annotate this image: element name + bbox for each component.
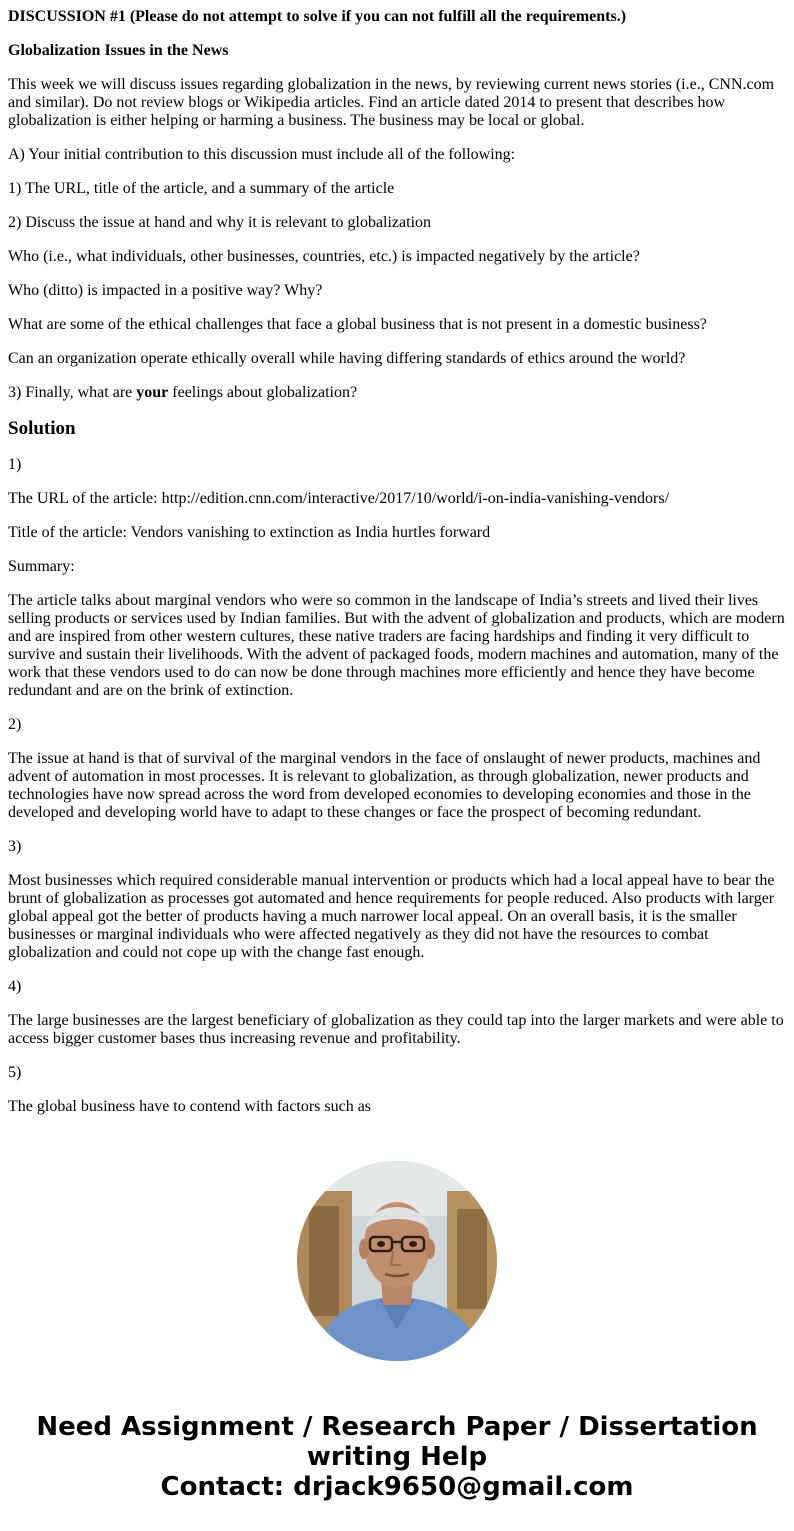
question-operate-ethically: Can an organization operate ethically overall while having differing standards of ethics around the world? bbox=[8, 350, 686, 367]
discussion-subheader: Globalization Issues in the News bbox=[8, 42, 229, 59]
document-body bbox=[0, 8, 794, 1116]
avatar bbox=[297, 1161, 497, 1361]
person-portrait-icon bbox=[297, 1161, 497, 1361]
solution-1-label: 1) bbox=[8, 456, 22, 473]
promo-line-1: Need Assignment / Research Paper / Dissertation bbox=[36, 1412, 758, 1442]
solution-4-label: 4) bbox=[8, 978, 22, 995]
discussion-header: DISCUSSION #1 (Please do not attempt to solve if you can not fulfill all the requirements.) bbox=[8, 8, 627, 25]
question-positive-impact: Who (ditto) is impacted in a positive way? Why? bbox=[8, 282, 323, 299]
solution-5-text: The global business have to contend with factors such as bbox=[8, 1098, 372, 1115]
solution-2-label: 2) bbox=[8, 716, 22, 733]
requirement-1: 1) The URL, title of the article, and a summary of the article bbox=[8, 180, 395, 197]
solution-3-text: Most businesses which required considerable manual intervention or products which had a local appeal have to bear the brunt of globalization as processes got automated and hence requirements for people reduced. Also products with larger global appeal got the better of products having a much narrower local appeal. On an overall basis, it is the smaller businesses or marginal individuals who were affected negatively as they did not have the resources to combat globalization and could not cope up with the change fast enough. bbox=[8, 872, 775, 961]
summary-paragraph: The article talks about marginal vendors who were so common in the landscape of India’s streets and lived their lives selling products or services used by Indian families. But with the advent of globalization and products, which are modern and are inspired from other western cultures, these native traders are facing hardships and finding it very difficult to survive and sustain their livelihoods. With the advent of packaged foods, modern machines and automation, many of the work that these vendors used to do can now be done through machines more efficiently and hence they have become redundant and are on the brink of extinction. bbox=[8, 592, 785, 699]
question-negative-impact: Who (i.e., what individuals, other businesses, countries, etc.) is impacted negatively by the article? bbox=[8, 248, 640, 265]
question-ethical-challenges: What are some of the ethical challenges that face a global business that is not present in a domestic business? bbox=[8, 316, 707, 333]
solution-heading: Solution bbox=[8, 418, 76, 439]
requirement-a: A) Your initial contribution to this discussion must include all of the following: bbox=[8, 146, 516, 163]
solution-3-label: 3) bbox=[8, 838, 22, 855]
intro-paragraph: This week we will discuss issues regarding globalization in the news, by reviewing current news stories (i.e., CNN.com and similar). Do not review blogs or Wikipedia articles. Find an article dated 2014 to present that describes how globalization is either helping or harming a business. The business may be local or global. bbox=[8, 76, 775, 129]
article-title: Title of the article: Vendors vanishing to extinction as India hurtles forward bbox=[8, 524, 491, 541]
solution-4-text: The large businesses are the largest beneficiary of globalization as they could tap into the larger markets and were able to access bigger customer bases thus increasing revenue and profitability. bbox=[8, 1012, 784, 1047]
requirement-2: 2) Discuss the issue at hand and why it is relevant to globalization bbox=[8, 214, 432, 231]
article-url: The URL of the article: http://edition.cnn.com/interactive/2017/10/world/i-on-india-vanishing-vendors/ bbox=[8, 490, 670, 507]
solution-2-text: The issue at hand is that of survival of the marginal vendors in the face of onslaught of newer products, machines and advent of automation in most processes. It is relevant to globalization, as through globalization, newer products and technologies have now spread across the word from developed economies to developing economies and those in the developed and developing world have to adapt to these changes or face the prospect of becoming redundant. bbox=[8, 750, 761, 821]
summary-label: Summary: bbox=[8, 558, 75, 575]
promo-line-2: writing Help bbox=[306, 1442, 488, 1472]
solution-5-label: 5) bbox=[8, 1064, 22, 1081]
promo-banner bbox=[0, 1412, 794, 1502]
requirement-3: 3) Finally, what are your feelings about globalization? bbox=[8, 384, 358, 401]
promo-contact: Contact: drjack9650@gmail.com bbox=[160, 1472, 634, 1502]
